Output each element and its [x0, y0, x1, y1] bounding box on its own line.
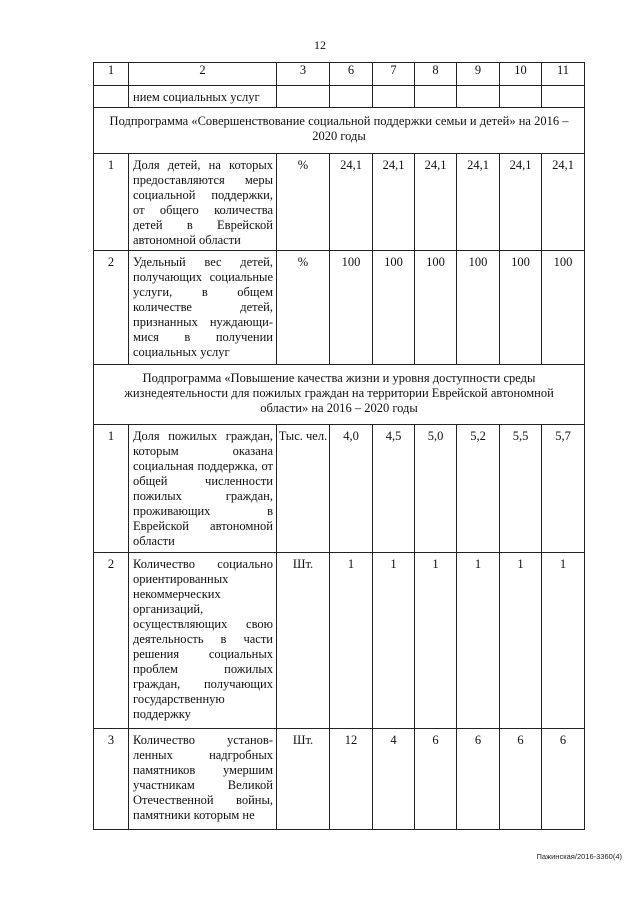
page-number: 12: [314, 38, 326, 52]
value-cell: 100: [457, 251, 500, 365]
header-cell: 2: [129, 63, 277, 86]
header-cell: 3: [277, 63, 330, 86]
unit-cell: Тыс. чел.: [277, 425, 330, 553]
header-cell: 9: [457, 63, 500, 86]
header-cell: 11: [542, 63, 585, 86]
table-header-row: [94, 63, 585, 86]
value-cell: 1: [415, 553, 457, 729]
indicator-name: Доля пожилых граждан, которым оказана социальная поддержка, от общей численности пожилых граждан, проживающих в Еврейской автономной области: [129, 425, 277, 553]
value-cell: 5,0: [415, 425, 457, 553]
table-row: [94, 154, 585, 251]
value-cell: 100: [542, 251, 585, 365]
row-number: 3: [94, 729, 129, 830]
row-number: 2: [94, 251, 129, 365]
value-cell: 6: [542, 729, 585, 830]
value-cell: 24,1: [542, 154, 585, 251]
table-row: [94, 729, 585, 830]
value-cell: 24,1: [457, 154, 500, 251]
header-cell: 8: [415, 63, 457, 86]
value-cell: 1: [373, 553, 415, 729]
value-cell: 100: [500, 251, 542, 365]
value-cell: 4: [373, 729, 415, 830]
unit-cell: %: [277, 251, 330, 365]
header-cell: 1: [94, 63, 129, 86]
value-cell: 1: [457, 553, 500, 729]
value-cell: 6: [457, 729, 500, 830]
value-cell: 100: [330, 251, 373, 365]
value-cell: 100: [415, 251, 457, 365]
section-title-row: [94, 108, 585, 154]
table-row: [94, 251, 585, 365]
indicator-name: Количество социально ориентированных некоммерческих организаций, осуществляющих свою деятельность в части решения социальных проблем пожилых граждан, получающих государственную поддержку: [129, 553, 277, 729]
header-cell: 7: [373, 63, 415, 86]
row-number: 2: [94, 553, 129, 729]
value-cell: 4,5: [373, 425, 415, 553]
table-row: [94, 553, 585, 729]
value-cell: 1: [542, 553, 585, 729]
table-row: [94, 425, 585, 553]
value-cell: 6: [500, 729, 542, 830]
unit-cell: Шт.: [277, 553, 330, 729]
unit-cell: %: [277, 154, 330, 251]
unit-cell: Шт.: [277, 729, 330, 830]
indicator-name: Удельный вес детей, получающих социальные услуги, в общем количестве детей, признанных нуждающи-мися в получении социальных услуг: [129, 251, 277, 365]
header-cell: 10: [500, 63, 542, 86]
section-title: Подпрограмма «Совершенствование социальной поддержки семьи и детей» на 2016 – 2020 годы: [94, 108, 585, 154]
value-cell: 24,1: [500, 154, 542, 251]
value-cell: 5,2: [457, 425, 500, 553]
document-code: Пажинская/2016-3360(4): [536, 852, 622, 861]
row-number: 1: [94, 154, 129, 251]
value-cell: 5,5: [500, 425, 542, 553]
value-cell: 6: [415, 729, 457, 830]
continuation-row: [94, 86, 585, 108]
continuation-text: нием социальных услуг: [129, 86, 277, 108]
value-cell: 24,1: [373, 154, 415, 251]
section-title: Подпрограмма «Повышение качества жизни и уровня доступности среды жизнедеятельности для пожилых граждан на территории Еврейской автономной области» на 2016 – 2020 годы: [94, 365, 585, 425]
value-cell: 24,1: [415, 154, 457, 251]
value-cell: 1: [500, 553, 542, 729]
value-cell: 1: [330, 553, 373, 729]
value-cell: 12: [330, 729, 373, 830]
indicators-table: [93, 62, 585, 830]
value-cell: 5,7: [542, 425, 585, 553]
indicator-name: Доля детей, на которых предоставляются меры социальной поддержки, от общего количества детей в Еврейской автономной области: [129, 154, 277, 251]
section-title-row: [94, 365, 585, 425]
value-cell: 4,0: [330, 425, 373, 553]
row-number: 1: [94, 425, 129, 553]
indicator-name: Количество установ-ленных надгробных памятников умершим участникам Великой Отечественной войны, памятники которым не: [129, 729, 277, 830]
value-cell: 100: [373, 251, 415, 365]
value-cell: 24,1: [330, 154, 373, 251]
header-cell: 6: [330, 63, 373, 86]
